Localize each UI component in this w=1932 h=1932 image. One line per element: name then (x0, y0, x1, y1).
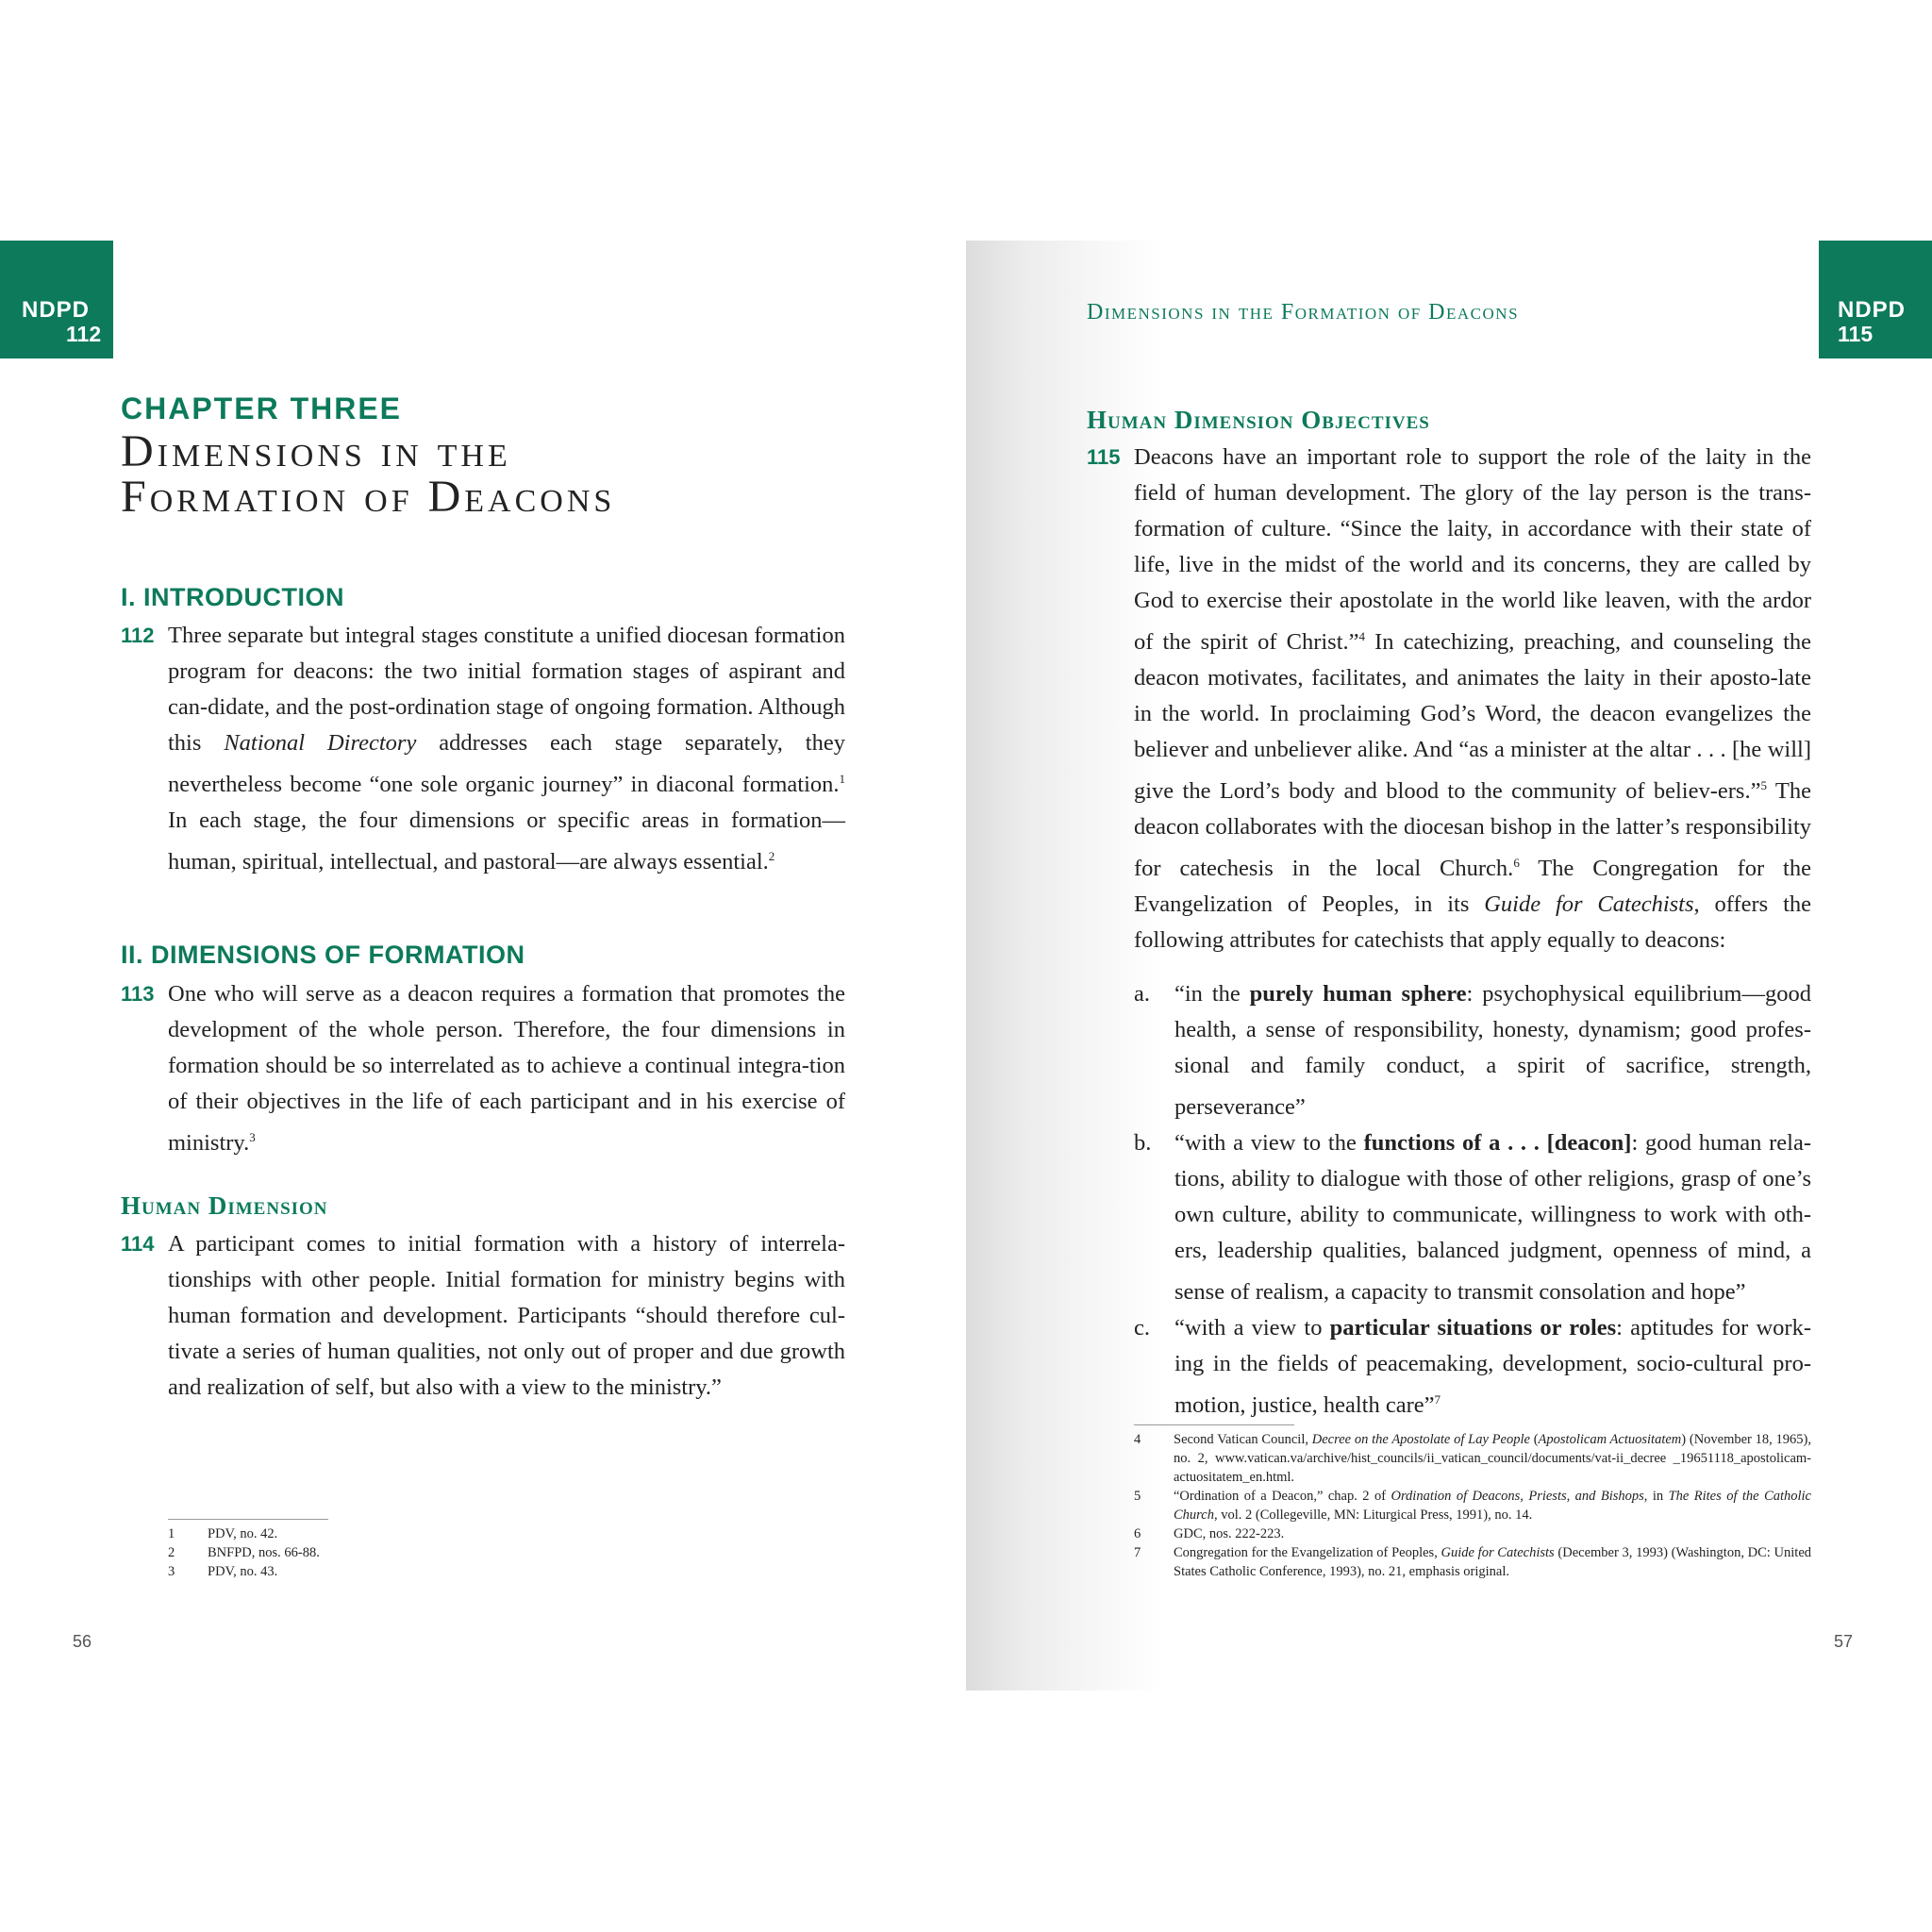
footnote-item (1134, 1543, 1811, 1581)
attributes-list (1134, 976, 1811, 1424)
footnote-ref[interactable]: 2 (768, 849, 775, 864)
footnote-ref[interactable]: 3 (249, 1130, 256, 1144)
footnote-text: , vol. 2 (Collegeville, MN: Liturgical Press, 1991), no. 14. (1213, 1507, 1533, 1523)
footnote-italic: Guide for Catechists (1441, 1545, 1555, 1560)
footnote-item (168, 1543, 845, 1562)
footnote-italic: The Rites of the Catholic Church (1174, 1489, 1811, 1523)
chapter-title-line1: Dimensions in the (121, 426, 511, 476)
list-item (1134, 1310, 1811, 1424)
footnote-rule (168, 1519, 328, 1520)
section-heading-introduction: I. INTRODUCTION (121, 583, 344, 611)
footnotes-left (168, 1524, 845, 1581)
footnote-text: , in (1643, 1489, 1669, 1504)
list-bold: functions of a . . . [deacon] (1363, 1130, 1632, 1157)
footnote-italic: Apostolicam Actuositatem (1538, 1432, 1682, 1447)
footnote-number: 5 (1134, 1489, 1141, 1504)
footnote-item (168, 1524, 845, 1543)
page-number-right: 57 (1834, 1632, 1854, 1651)
paragraph-text: In each stage, the four dimensions or specific areas in formation—human, spiritual, intellectual, and pastoral—are always essential. (168, 808, 845, 875)
subsection-human-dimension-objectives: Human Dimension Objectives (1087, 406, 1430, 434)
list-text: : good human rela-tions, ability to dialogue with those of other religions, grasp of one’s own culture, ability to communicate, willingness to work with oth-ers, leadership qualities, balanced judgment, openness of mind, a sense of realism, a capacity to transmit consolation and hope” (1174, 1130, 1811, 1306)
paragraph-italic: Guide for Catechists (1484, 891, 1694, 918)
paragraph-text: Three separate but integral stages constitute a unified diocesan formation program for deacons: the two initial formation stages of aspirant and can-didate, and the post-ordination stage of ongoing formation. Although this (168, 623, 845, 756)
footnote-text: PDV, no. 42. (208, 1526, 278, 1541)
footnote-text: PDV, no. 43. (208, 1564, 278, 1579)
tab-label: NDPD (1838, 297, 1907, 323)
section-heading-dimensions: II. DIMENSIONS OF FORMATION (121, 941, 525, 969)
paragraph-number: 112 (121, 624, 155, 647)
footnote-italic: Ordination of Deacons, Priests, and Bishops (1391, 1489, 1644, 1504)
paragraph-number: 113 (121, 982, 155, 1006)
footnote-italic: Decree on the Apostolate of Lay People (1311, 1432, 1530, 1447)
footnote-text: “Ordination of a Deacon,” chap. 2 of (1174, 1489, 1391, 1504)
list-label: b. (1134, 1130, 1152, 1157)
footnote-item (1134, 1524, 1811, 1543)
paragraph-114 (121, 1226, 845, 1406)
footnote-number: 3 (168, 1564, 175, 1579)
ndpd-tab-left (0, 241, 113, 358)
list-text: “with a view to (1174, 1315, 1330, 1341)
footnote-item (168, 1562, 845, 1581)
footnote-item (1134, 1430, 1811, 1487)
footnote-ref[interactable]: 4 (1358, 629, 1366, 643)
list-text: : psychophysical equilibrium—good health, a sense of responsibility, honesty, dynamism; good profes-sional and family conduct, a spirit of sacrifice, strength, perseverance” (1174, 981, 1811, 1121)
footnote-number: 4 (1134, 1432, 1141, 1447)
list-text: “in the (1174, 981, 1250, 1007)
paragraph-text: The deacon collaborates with the diocesan bishop in the latter’s responsibility for catechesis in the local Church. (1134, 778, 1811, 882)
list-bold: particular situations or roles (1329, 1315, 1617, 1341)
paragraph-112 (121, 618, 845, 880)
footnote-ref[interactable]: 6 (1513, 856, 1520, 871)
footnote-ref[interactable]: 5 (1760, 778, 1767, 793)
list-label: a. (1134, 981, 1150, 1007)
footnote-text: GDC, nos. 222-223. (1174, 1526, 1285, 1541)
footnote-number: 2 (168, 1545, 175, 1560)
footnote-number: 6 (1134, 1526, 1141, 1541)
footnote-text: BNFPD, nos. 66-88. (208, 1545, 320, 1560)
paragraph-113 (121, 976, 845, 1161)
paragraph-text: addresses each stage separately, they nevertheless become “one sole organic journey” in diaconal formation. (168, 730, 845, 798)
list-text: “with a view to the (1174, 1130, 1364, 1157)
chapter-title-line2: Formation of Deacons (121, 472, 616, 522)
footnote-text: Congregation for the Evangelization of Peoples, (1174, 1545, 1441, 1560)
paragraph-italic: National Directory (224, 730, 417, 756)
list-item (1134, 1125, 1811, 1310)
footnote-ref[interactable]: 7 (1434, 1392, 1441, 1407)
paragraph-text: In catechizing, preaching, and counseling the deacon motivates, facilitates, and animates the laity in their aposto-late in the world. In proclaiming God’s Word, the deacon evangelizes the believer and unbeliever alike. And “as a minister at the altar . . . [he will] give the Lord’s body and blood to the community of believ-ers.” (1134, 629, 1811, 805)
list-item (1134, 976, 1811, 1125)
list-text: : aptitudes for work-ing in the fields of peacemaking, development, socio-cultural pro-motion, justice, health care” (1174, 1315, 1811, 1419)
footnotes-right (1134, 1430, 1811, 1581)
ndpd-tab-right (1819, 241, 1932, 358)
footnote-ref[interactable]: 1 (839, 772, 845, 786)
page-number-left: 56 (73, 1632, 92, 1651)
list-bold: purely human sphere (1249, 981, 1467, 1007)
chapter-title (121, 426, 616, 522)
footnote-number: 1 (168, 1526, 175, 1541)
paragraph-text: , offers the following attributes for catechists that apply equally to deacons: (1134, 891, 1811, 954)
footnote-text: ( (1529, 1432, 1539, 1447)
paragraph-115 (1087, 440, 1811, 958)
chapter-label: CHAPTER THREE (121, 391, 403, 425)
left-page (0, 241, 966, 1690)
footnote-text: ) (November 18, 1965), no. 2, www.vatican.va/archive/hist_councils/ii_vatican_council/documents/vat-ii_decree _19651118_apostolicam-actuositatem_en.html. (1174, 1432, 1811, 1485)
tab-number: 112 (66, 322, 102, 346)
footnote-item (1134, 1487, 1811, 1524)
footnote-text: (December 3, 1993) (Washington, DC: United States Catholic Conference, 1993), no. 21, emphasis original. (1174, 1545, 1811, 1579)
list-label: c. (1134, 1315, 1150, 1341)
paragraph-text: One who will serve as a deacon requires a formation that promotes the development of the whole person. Therefore, the four dimensions in formation should be so interrelated as to achieve a continual integra-tion of their objectives in the life of each participant and in his exercise of ministry. (168, 981, 845, 1157)
subsection-human-dimension: Human Dimension (121, 1191, 328, 1220)
paragraph-text: Deacons have an important role to support the role of the laity in the field of human development. The glory of the lay person is the trans-formation of culture. “Since the laity, in accordance with their state of life, live in the midst of the world and its concerns, they are called by God to exercise their apostolate in the world like leaven, with the ardor of the spirit of Christ.” (1134, 444, 1811, 656)
paragraph-number: 115 (1087, 445, 1121, 469)
footnote-rule (1134, 1424, 1294, 1425)
paragraph-number: 114 (121, 1232, 155, 1256)
footnote-number: 7 (1134, 1545, 1141, 1560)
running-head: Dimensions in the Formation of Deacons (1087, 300, 1520, 325)
paragraph-text: A participant comes to initial formation with a history of interrela-tionships with other people. Initial formation for ministry begins with human formation and development. Participants “should therefore cul-tivate a series of human qualities, not only out of proper and due growth and realization of self, but also with a view to the ministry.” (168, 1231, 845, 1400)
tab-number: 115 (1838, 322, 1874, 346)
paragraph-text: The Congregation for the Evangelization of Peoples, in its (1134, 856, 1811, 918)
tab-label: NDPD (22, 297, 91, 323)
footnote-text: Second Vatican Council, (1174, 1432, 1312, 1447)
